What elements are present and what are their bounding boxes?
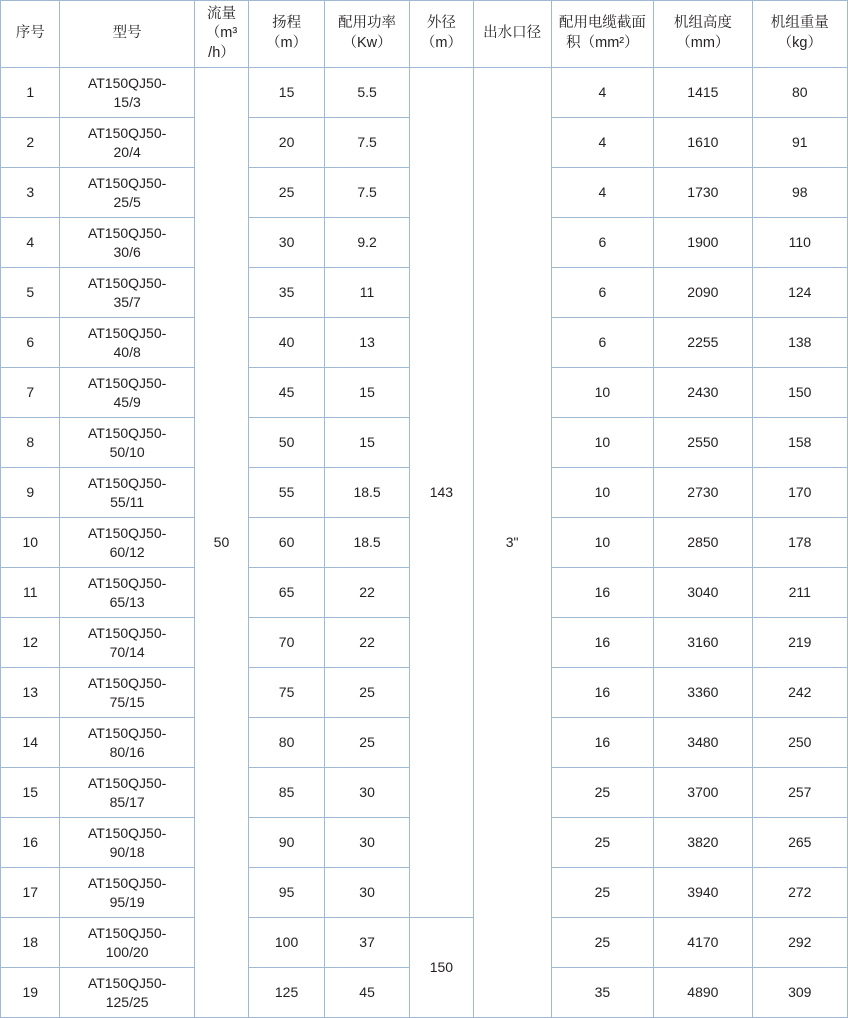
header-head-line-2: （m） <box>266 35 308 51</box>
cell-head: 80 <box>249 718 325 768</box>
cell-model-line-1: AT150QJ50- <box>87 724 167 741</box>
cell-cable-section: 16 <box>551 568 654 618</box>
cell-head: 35 <box>249 268 325 318</box>
header-unit-height-line-1: 机组高度 <box>673 15 732 32</box>
cell-unit-weight: 250 <box>752 718 847 768</box>
cell-cable-section: 16 <box>551 718 654 768</box>
cell-model-line-2: 100/20 <box>105 943 149 960</box>
cell-power: 7.5 <box>325 168 410 218</box>
cell-cable-section: 10 <box>551 468 654 518</box>
header-outer-diameter-line-2: （m） <box>420 35 462 51</box>
cell-model-line-2: 75/15 <box>109 693 145 710</box>
cell-unit-height: 2850 <box>654 518 752 568</box>
cell-head: 20 <box>249 118 325 168</box>
cell-unit-weight: 138 <box>752 318 847 368</box>
cell-cable-section: 4 <box>551 168 654 218</box>
cell-unit-weight: 219 <box>752 618 847 668</box>
cell-unit-weight: 292 <box>752 918 847 968</box>
cell-unit-height: 4890 <box>654 968 752 1018</box>
header-outlet-size <box>473 1 551 68</box>
cell-model-line-2: 55/11 <box>110 493 145 510</box>
cell-model-line-1: AT150QJ50- <box>87 474 167 491</box>
cell-unit-weight: 124 <box>752 268 847 318</box>
table-row <box>1 68 848 118</box>
table-row <box>1 918 848 968</box>
cell-model-line-2: 20/4 <box>113 143 141 160</box>
cell-head: 65 <box>249 568 325 618</box>
cell-unit-height: 3480 <box>654 718 752 768</box>
cell-model <box>60 118 194 168</box>
cell-power: 37 <box>325 918 410 968</box>
header-outer-diameter-line-1: 外径 <box>426 15 456 32</box>
cell-model <box>60 968 194 1018</box>
cell-power: 30 <box>325 868 410 918</box>
cell-model <box>60 468 194 518</box>
header-cable-section-line-1: 配用电缆截面 <box>558 15 646 32</box>
cell-cable-section: 10 <box>551 368 654 418</box>
cell-model-line-1: AT150QJ50- <box>87 574 167 591</box>
cell-model-line-1: AT150QJ50- <box>87 824 167 841</box>
cell-model-line-1: AT150QJ50- <box>87 174 167 191</box>
cell-model-line-1: AT150QJ50- <box>87 924 167 941</box>
cell-unit-weight: 178 <box>752 518 847 568</box>
header-flow <box>194 1 248 68</box>
cell-unit-height: 4170 <box>654 918 752 968</box>
cell-model-line-1: AT150QJ50- <box>87 424 167 441</box>
cell-unit-weight: 80 <box>752 68 847 118</box>
header-unit-height <box>654 1 752 68</box>
cell-serial-number: 3 <box>1 168 60 218</box>
cell-cable-section: 35 <box>551 968 654 1018</box>
cell-head: 30 <box>249 218 325 268</box>
cell-model-line-2: 30/6 <box>113 243 141 260</box>
cell-model-line-1: AT150QJ50- <box>87 324 167 341</box>
cell-serial-number: 17 <box>1 868 60 918</box>
cell-cable-section: 6 <box>551 218 654 268</box>
cell-power: 18.5 <box>325 468 410 518</box>
cell-power: 45 <box>325 968 410 1018</box>
cell-power: 25 <box>325 718 410 768</box>
cell-unit-weight: 309 <box>752 968 847 1018</box>
header-power-line-1: 配用功率 <box>338 15 397 32</box>
header-flow-line-1: 流量 <box>206 5 236 22</box>
header-outer-diameter <box>410 1 474 68</box>
header-flow-line-3: /h） <box>208 44 235 61</box>
cell-cable-section: 25 <box>551 868 654 918</box>
header-model-line-1: 型号 <box>112 25 142 42</box>
cell-serial-number: 4 <box>1 218 60 268</box>
cell-power: 30 <box>325 818 410 868</box>
header-cable-section-line-2: 积（mm²） <box>566 35 639 51</box>
cell-unit-height: 1415 <box>654 68 752 118</box>
cell-model-line-2: 70/14 <box>109 643 145 660</box>
cell-model-line-1: AT150QJ50- <box>87 74 167 91</box>
cell-model-line-2: 40/8 <box>113 343 141 360</box>
cell-model-line-1: AT150QJ50- <box>87 874 167 891</box>
header-outlet-size-line-1: 出水口径 <box>483 25 542 42</box>
cell-unit-height: 3820 <box>654 818 752 868</box>
cell-cable-section: 10 <box>551 518 654 568</box>
cell-model-line-2: 25/5 <box>113 193 141 210</box>
cell-model-line-2: 50/10 <box>109 443 145 460</box>
cell-unit-weight: 265 <box>752 818 847 868</box>
header-head <box>249 1 325 68</box>
cell-outer-diameter-merged-2: 150 <box>410 918 474 1018</box>
cell-serial-number: 11 <box>1 568 60 618</box>
cell-unit-height: 1610 <box>654 118 752 168</box>
cell-model <box>60 668 194 718</box>
cell-head: 90 <box>249 818 325 868</box>
cell-serial-number: 8 <box>1 418 60 468</box>
cell-model <box>60 418 194 468</box>
cell-head: 55 <box>249 468 325 518</box>
cell-head: 95 <box>249 868 325 918</box>
cell-serial-number: 5 <box>1 268 60 318</box>
cell-unit-height: 1730 <box>654 168 752 218</box>
header-cable-section <box>551 1 654 68</box>
cell-unit-weight: 272 <box>752 868 847 918</box>
cell-power: 5.5 <box>325 68 410 118</box>
cell-model <box>60 568 194 618</box>
cell-power: 25 <box>325 668 410 718</box>
cell-outer-diameter-merged-1: 143 <box>410 68 474 918</box>
cell-model-line-1: AT150QJ50- <box>87 374 167 391</box>
cell-unit-height: 2430 <box>654 368 752 418</box>
cell-unit-weight: 98 <box>752 168 847 218</box>
cell-outlet-size-merged: 3" <box>473 68 551 1018</box>
cell-model-line-2: 90/18 <box>109 843 145 860</box>
cell-model-line-2: 65/13 <box>109 593 145 610</box>
cell-serial-number: 16 <box>1 818 60 868</box>
cell-serial-number: 6 <box>1 318 60 368</box>
cell-serial-number: 9 <box>1 468 60 518</box>
cell-unit-weight: 91 <box>752 118 847 168</box>
header-unit-weight <box>752 1 847 68</box>
cell-model-line-1: AT150QJ50- <box>87 274 167 291</box>
cell-unit-height: 3160 <box>654 618 752 668</box>
cell-unit-weight: 242 <box>752 668 847 718</box>
cell-unit-weight: 170 <box>752 468 847 518</box>
cell-power: 15 <box>325 418 410 468</box>
cell-serial-number: 19 <box>1 968 60 1018</box>
cell-cable-section: 4 <box>551 68 654 118</box>
header-unit-weight-line-2: （kg） <box>777 35 822 51</box>
header-model <box>60 1 194 68</box>
header-serial-number <box>1 1 60 68</box>
cell-unit-height: 2550 <box>654 418 752 468</box>
header-power-line-2: （Kw） <box>342 35 392 51</box>
cell-model <box>60 818 194 868</box>
header-flow-line-2: （m³ <box>205 25 238 42</box>
cell-cable-section: 4 <box>551 118 654 168</box>
cell-model-line-2: 35/7 <box>113 293 141 310</box>
cell-model-line-2: 80/16 <box>109 743 145 760</box>
cell-head: 50 <box>249 418 325 468</box>
header-head-line-1: 扬程 <box>272 15 302 32</box>
cell-model <box>60 68 194 118</box>
cell-serial-number: 15 <box>1 768 60 818</box>
cell-cable-section: 16 <box>551 618 654 668</box>
cell-model-line-2: 60/12 <box>109 543 145 560</box>
cell-cable-section: 10 <box>551 418 654 468</box>
cell-model <box>60 518 194 568</box>
cell-model <box>60 768 194 818</box>
cell-head: 40 <box>249 318 325 368</box>
cell-model <box>60 218 194 268</box>
cell-model-line-2: 125/25 <box>105 993 149 1010</box>
cell-unit-weight: 158 <box>752 418 847 468</box>
cell-model-line-2: 85/17 <box>109 793 145 810</box>
cell-power: 30 <box>325 768 410 818</box>
cell-model-line-2: 45/9 <box>113 393 141 410</box>
cell-serial-number: 12 <box>1 618 60 668</box>
cell-unit-height: 2255 <box>654 318 752 368</box>
cell-unit-height: 3040 <box>654 568 752 618</box>
cell-unit-height: 1900 <box>654 218 752 268</box>
cell-cable-section: 16 <box>551 668 654 718</box>
cell-model <box>60 368 194 418</box>
cell-head: 125 <box>249 968 325 1018</box>
cell-head: 75 <box>249 668 325 718</box>
cell-model-line-1: AT150QJ50- <box>87 124 167 141</box>
cell-cable-section: 25 <box>551 918 654 968</box>
cell-power: 22 <box>325 618 410 668</box>
cell-head: 100 <box>249 918 325 968</box>
cell-power: 18.5 <box>325 518 410 568</box>
cell-model-line-1: AT150QJ50- <box>87 974 167 991</box>
cell-power: 11 <box>325 268 410 318</box>
cell-head: 60 <box>249 518 325 568</box>
cell-unit-weight: 110 <box>752 218 847 268</box>
cell-serial-number: 7 <box>1 368 60 418</box>
cell-model-line-1: AT150QJ50- <box>87 524 167 541</box>
cell-unit-height: 3360 <box>654 668 752 718</box>
cell-model-line-2: 15/3 <box>113 93 141 110</box>
cell-serial-number: 18 <box>1 918 60 968</box>
cell-unit-weight: 150 <box>752 368 847 418</box>
cell-model-line-2: 95/19 <box>109 893 145 910</box>
cell-model-line-1: AT150QJ50- <box>87 674 167 691</box>
cell-head: 45 <box>249 368 325 418</box>
cell-serial-number: 2 <box>1 118 60 168</box>
cell-cable-section: 6 <box>551 318 654 368</box>
cell-flow-merged: 50 <box>194 68 248 1018</box>
cell-head: 15 <box>249 68 325 118</box>
cell-power: 7.5 <box>325 118 410 168</box>
cell-model <box>60 868 194 918</box>
cell-power: 13 <box>325 318 410 368</box>
cell-model <box>60 168 194 218</box>
cell-head: 70 <box>249 618 325 668</box>
cell-power: 22 <box>325 568 410 618</box>
cell-model-line-1: AT150QJ50- <box>87 624 167 641</box>
cell-unit-weight: 257 <box>752 768 847 818</box>
header-power <box>325 1 410 68</box>
table-header-row <box>1 1 848 68</box>
cell-unit-height: 2090 <box>654 268 752 318</box>
cell-model <box>60 718 194 768</box>
cell-cable-section: 25 <box>551 768 654 818</box>
cell-serial-number: 13 <box>1 668 60 718</box>
cell-unit-weight: 211 <box>752 568 847 618</box>
cell-head: 25 <box>249 168 325 218</box>
cell-model-line-1: AT150QJ50- <box>87 774 167 791</box>
cell-unit-height: 3700 <box>654 768 752 818</box>
cell-serial-number: 1 <box>1 68 60 118</box>
cell-unit-height: 3940 <box>654 868 752 918</box>
cell-power: 15 <box>325 368 410 418</box>
cell-model-line-1: AT150QJ50- <box>87 224 167 241</box>
cell-model <box>60 318 194 368</box>
cell-model <box>60 268 194 318</box>
cell-cable-section: 6 <box>551 268 654 318</box>
header-unit-height-line-2: （mm） <box>676 35 730 51</box>
cell-serial-number: 10 <box>1 518 60 568</box>
cell-model <box>60 618 194 668</box>
cell-head: 85 <box>249 768 325 818</box>
cell-model <box>60 918 194 968</box>
header-serial-number-line-1: 序号 <box>15 25 45 42</box>
cell-serial-number: 14 <box>1 718 60 768</box>
cell-unit-height: 2730 <box>654 468 752 518</box>
cell-power: 9.2 <box>325 218 410 268</box>
cell-cable-section: 25 <box>551 818 654 868</box>
header-unit-weight-line-1: 机组重量 <box>770 15 829 32</box>
